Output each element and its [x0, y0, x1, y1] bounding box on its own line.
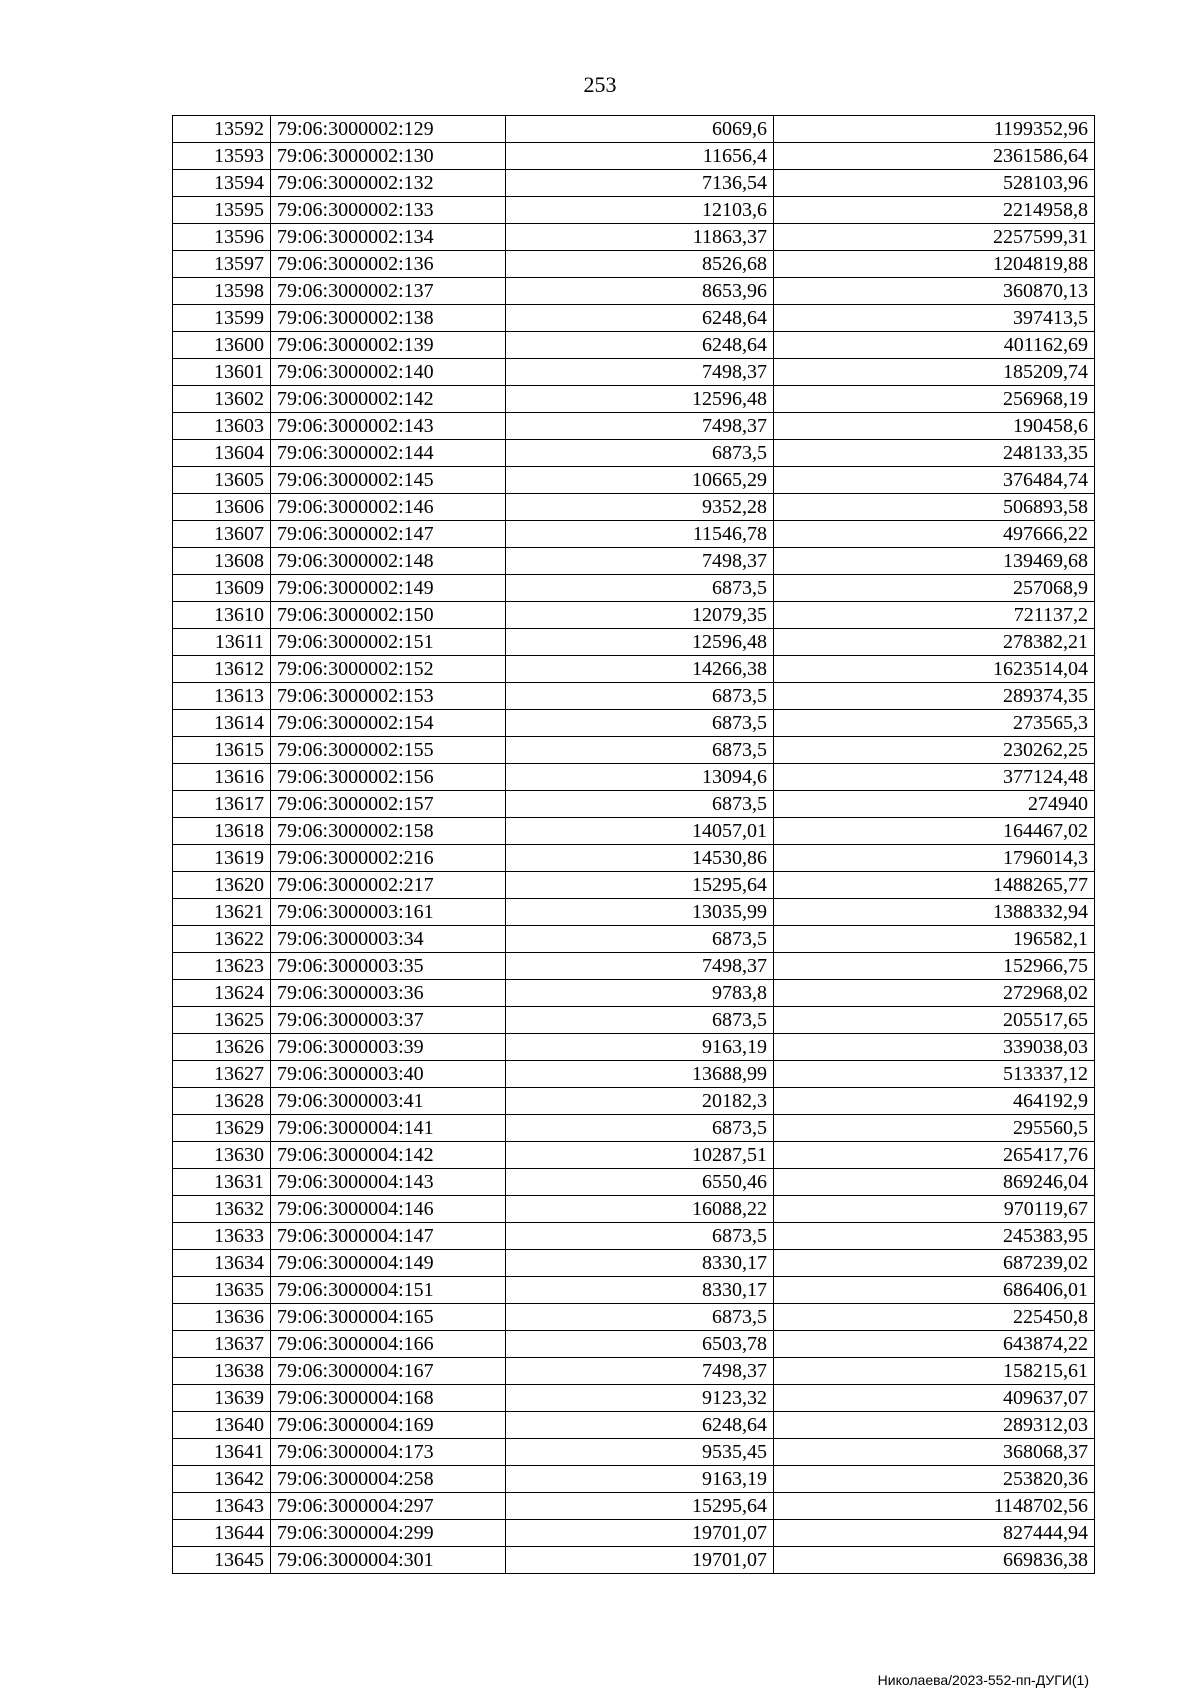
- cadastral-number-cell: 79:06:3000002:158: [271, 818, 506, 845]
- row-number-cell: 13640: [173, 1412, 271, 1439]
- area-value-cell: 9783,8: [506, 980, 774, 1007]
- table-row: [173, 1169, 1095, 1196]
- row-number-cell: 13608: [173, 548, 271, 575]
- area-value-cell: 6873,5: [506, 440, 774, 467]
- cadastral-number-cell: 79:06:3000002:140: [271, 359, 506, 386]
- cost-value-cell: 1488265,77: [774, 872, 1095, 899]
- row-number-cell: 13641: [173, 1439, 271, 1466]
- table-row: [173, 602, 1095, 629]
- cadastral-number-cell: 79:06:3000002:142: [271, 386, 506, 413]
- cadastral-number-cell: 79:06:3000004:166: [271, 1331, 506, 1358]
- table-body: [173, 116, 1095, 1574]
- cadastral-number-cell: 79:06:3000002:138: [271, 305, 506, 332]
- cadastral-number-cell: 79:06:3000002:153: [271, 683, 506, 710]
- cadastral-number-cell: 79:06:3000004:147: [271, 1223, 506, 1250]
- cost-value-cell: 295560,5: [774, 1115, 1095, 1142]
- cost-value-cell: 1199352,96: [774, 116, 1095, 143]
- table-row: [173, 1088, 1095, 1115]
- row-number-cell: 13599: [173, 305, 271, 332]
- row-number-cell: 13627: [173, 1061, 271, 1088]
- row-number-cell: 13634: [173, 1250, 271, 1277]
- table-row: [173, 1385, 1095, 1412]
- area-value-cell: 9163,19: [506, 1034, 774, 1061]
- cost-value-cell: 687239,02: [774, 1250, 1095, 1277]
- cost-value-cell: 721137,2: [774, 602, 1095, 629]
- table-row: [173, 1304, 1095, 1331]
- cost-value-cell: 205517,65: [774, 1007, 1095, 1034]
- table-row: [173, 791, 1095, 818]
- area-value-cell: 6873,5: [506, 926, 774, 953]
- table-row: [173, 332, 1095, 359]
- cost-value-cell: 196582,1: [774, 926, 1095, 953]
- row-number-cell: 13635: [173, 1277, 271, 1304]
- table-row: [173, 575, 1095, 602]
- cost-value-cell: 339038,03: [774, 1034, 1095, 1061]
- row-number-cell: 13614: [173, 710, 271, 737]
- area-value-cell: 6873,5: [506, 683, 774, 710]
- cadastral-number-cell: 79:06:3000003:34: [271, 926, 506, 953]
- cost-value-cell: 164467,02: [774, 818, 1095, 845]
- row-number-cell: 13626: [173, 1034, 271, 1061]
- cadastral-number-cell: 79:06:3000002:132: [271, 170, 506, 197]
- table-row: [173, 872, 1095, 899]
- row-number-cell: 13633: [173, 1223, 271, 1250]
- area-value-cell: 6873,5: [506, 1115, 774, 1142]
- row-number-cell: 13619: [173, 845, 271, 872]
- cost-value-cell: 360870,13: [774, 278, 1095, 305]
- area-value-cell: 6550,46: [506, 1169, 774, 1196]
- area-value-cell: 14530,86: [506, 845, 774, 872]
- cadastral-number-cell: 79:06:3000002:154: [271, 710, 506, 737]
- cadastral-number-cell: 79:06:3000004:299: [271, 1520, 506, 1547]
- row-number-cell: 13636: [173, 1304, 271, 1331]
- cadastral-number-cell: 79:06:3000002:144: [271, 440, 506, 467]
- area-value-cell: 7498,37: [506, 359, 774, 386]
- row-number-cell: 13631: [173, 1169, 271, 1196]
- area-value-cell: 9352,28: [506, 494, 774, 521]
- area-value-cell: 19701,07: [506, 1547, 774, 1574]
- area-value-cell: 11546,78: [506, 521, 774, 548]
- area-value-cell: 7498,37: [506, 953, 774, 980]
- table-row: [173, 1061, 1095, 1088]
- cost-value-cell: 245383,95: [774, 1223, 1095, 1250]
- area-value-cell: 9123,32: [506, 1385, 774, 1412]
- area-value-cell: 6873,5: [506, 575, 774, 602]
- cadastral-number-cell: 79:06:3000002:157: [271, 791, 506, 818]
- cadastral-number-cell: 79:06:3000004:167: [271, 1358, 506, 1385]
- row-number-cell: 13610: [173, 602, 271, 629]
- table-row: [173, 1331, 1095, 1358]
- cost-value-cell: 1204819,88: [774, 251, 1095, 278]
- table-row: [173, 116, 1095, 143]
- area-value-cell: 15295,64: [506, 872, 774, 899]
- area-value-cell: 6873,5: [506, 791, 774, 818]
- cost-value-cell: 401162,69: [774, 332, 1095, 359]
- row-number-cell: 13621: [173, 899, 271, 926]
- row-number-cell: 13601: [173, 359, 271, 386]
- row-number-cell: 13643: [173, 1493, 271, 1520]
- cost-value-cell: 1148702,56: [774, 1493, 1095, 1520]
- cadastral-number-cell: 79:06:3000004:149: [271, 1250, 506, 1277]
- area-value-cell: 6069,6: [506, 116, 774, 143]
- cost-value-cell: 2257599,31: [774, 224, 1095, 251]
- table-row: [173, 440, 1095, 467]
- cost-value-cell: 869246,04: [774, 1169, 1095, 1196]
- cost-value-cell: 397413,5: [774, 305, 1095, 332]
- table-row: [173, 386, 1095, 413]
- area-value-cell: 20182,3: [506, 1088, 774, 1115]
- row-number-cell: 13628: [173, 1088, 271, 1115]
- cost-value-cell: 970119,67: [774, 1196, 1095, 1223]
- cost-value-cell: 289312,03: [774, 1412, 1095, 1439]
- table-row: [173, 305, 1095, 332]
- row-number-cell: 13594: [173, 170, 271, 197]
- cadastral-number-cell: 79:06:3000002:145: [271, 467, 506, 494]
- table-row: [173, 1466, 1095, 1493]
- cadastral-number-cell: 79:06:3000004:146: [271, 1196, 506, 1223]
- row-number-cell: 13617: [173, 791, 271, 818]
- area-value-cell: 12103,6: [506, 197, 774, 224]
- cost-value-cell: 272968,02: [774, 980, 1095, 1007]
- row-number-cell: 13607: [173, 521, 271, 548]
- row-number-cell: 13624: [173, 980, 271, 1007]
- area-value-cell: 6873,5: [506, 1304, 774, 1331]
- row-number-cell: 13620: [173, 872, 271, 899]
- table-row: [173, 1520, 1095, 1547]
- row-number-cell: 13630: [173, 1142, 271, 1169]
- cadastral-number-cell: 79:06:3000003:36: [271, 980, 506, 1007]
- cadastral-number-cell: 79:06:3000002:217: [271, 872, 506, 899]
- area-value-cell: 11656,4: [506, 143, 774, 170]
- table-row: [173, 953, 1095, 980]
- table-row: [173, 764, 1095, 791]
- cost-value-cell: 158215,61: [774, 1358, 1095, 1385]
- table-row: [173, 737, 1095, 764]
- table-row: [173, 548, 1095, 575]
- row-number-cell: 13604: [173, 440, 271, 467]
- table-row: [173, 494, 1095, 521]
- cost-value-cell: 1388332,94: [774, 899, 1095, 926]
- area-value-cell: 7498,37: [506, 1358, 774, 1385]
- area-value-cell: 6248,64: [506, 305, 774, 332]
- table-row: [173, 413, 1095, 440]
- cadastral-number-cell: 79:06:3000003:40: [271, 1061, 506, 1088]
- cost-value-cell: 185209,74: [774, 359, 1095, 386]
- row-number-cell: 13598: [173, 278, 271, 305]
- cadastral-number-cell: 79:06:3000002:136: [271, 251, 506, 278]
- table-row: [173, 1007, 1095, 1034]
- row-number-cell: 13639: [173, 1385, 271, 1412]
- row-number-cell: 13632: [173, 1196, 271, 1223]
- cadastral-number-cell: 79:06:3000002:143: [271, 413, 506, 440]
- cost-value-cell: 225450,8: [774, 1304, 1095, 1331]
- cadastral-number-cell: 79:06:3000002:137: [271, 278, 506, 305]
- row-number-cell: 13618: [173, 818, 271, 845]
- row-number-cell: 13642: [173, 1466, 271, 1493]
- cadastral-number-cell: 79:06:3000002:146: [271, 494, 506, 521]
- cadastral-number-cell: 79:06:3000002:216: [271, 845, 506, 872]
- table-row: [173, 1358, 1095, 1385]
- cost-value-cell: 190458,6: [774, 413, 1095, 440]
- table-row: [173, 359, 1095, 386]
- row-number-cell: 13645: [173, 1547, 271, 1574]
- area-value-cell: 8653,96: [506, 278, 774, 305]
- row-number-cell: 13611: [173, 629, 271, 656]
- cadastral-number-cell: 79:06:3000002:148: [271, 548, 506, 575]
- table-row: [173, 629, 1095, 656]
- row-number-cell: 13600: [173, 332, 271, 359]
- table-row: [173, 278, 1095, 305]
- cost-value-cell: 376484,74: [774, 467, 1095, 494]
- cost-value-cell: 248133,35: [774, 440, 1095, 467]
- area-value-cell: 13035,99: [506, 899, 774, 926]
- cadastral-number-cell: 79:06:3000004:297: [271, 1493, 506, 1520]
- cost-value-cell: 827444,94: [774, 1520, 1095, 1547]
- table-row: [173, 1412, 1095, 1439]
- area-value-cell: 13094,6: [506, 764, 774, 791]
- table-row: [173, 1439, 1095, 1466]
- area-value-cell: 13688,99: [506, 1061, 774, 1088]
- cost-value-cell: 506893,58: [774, 494, 1095, 521]
- area-value-cell: 6248,64: [506, 332, 774, 359]
- cost-value-cell: 368068,37: [774, 1439, 1095, 1466]
- table-row: [173, 1223, 1095, 1250]
- table-row: [173, 710, 1095, 737]
- table-row: [173, 197, 1095, 224]
- row-number-cell: 13595: [173, 197, 271, 224]
- cost-value-cell: 686406,01: [774, 1277, 1095, 1304]
- cadastral-number-cell: 79:06:3000004:301: [271, 1547, 506, 1574]
- area-value-cell: 9535,45: [506, 1439, 774, 1466]
- area-value-cell: 14057,01: [506, 818, 774, 845]
- cadastral-table: [172, 115, 1095, 1574]
- area-value-cell: 16088,22: [506, 1196, 774, 1223]
- row-number-cell: 13602: [173, 386, 271, 413]
- cadastral-number-cell: 79:06:3000003:41: [271, 1088, 506, 1115]
- cadastral-number-cell: 79:06:3000002:156: [271, 764, 506, 791]
- cost-value-cell: 139469,68: [774, 548, 1095, 575]
- cost-value-cell: 230262,25: [774, 737, 1095, 764]
- table-row: [173, 845, 1095, 872]
- table-row: [173, 1196, 1095, 1223]
- cadastral-number-cell: 79:06:3000004:258: [271, 1466, 506, 1493]
- cost-value-cell: 152966,75: [774, 953, 1095, 980]
- row-number-cell: 13603: [173, 413, 271, 440]
- area-value-cell: 14266,38: [506, 656, 774, 683]
- row-number-cell: 13592: [173, 116, 271, 143]
- row-number-cell: 13637: [173, 1331, 271, 1358]
- row-number-cell: 13625: [173, 1007, 271, 1034]
- row-number-cell: 13593: [173, 143, 271, 170]
- area-value-cell: 9163,19: [506, 1466, 774, 1493]
- cadastral-number-cell: 79:06:3000004:142: [271, 1142, 506, 1169]
- area-value-cell: 10665,29: [506, 467, 774, 494]
- table-row: [173, 1493, 1095, 1520]
- cadastral-number-cell: 79:06:3000004:173: [271, 1439, 506, 1466]
- cadastral-number-cell: 79:06:3000002:129: [271, 116, 506, 143]
- row-number-cell: 13596: [173, 224, 271, 251]
- area-value-cell: 6873,5: [506, 1007, 774, 1034]
- row-number-cell: 13597: [173, 251, 271, 278]
- row-number-cell: 13616: [173, 764, 271, 791]
- area-value-cell: 15295,64: [506, 1493, 774, 1520]
- area-value-cell: 8526,68: [506, 251, 774, 278]
- area-value-cell: 19701,07: [506, 1520, 774, 1547]
- cost-value-cell: 2361586,64: [774, 143, 1095, 170]
- table-row: [173, 467, 1095, 494]
- cadastral-number-cell: 79:06:3000002:139: [271, 332, 506, 359]
- cadastral-number-cell: 79:06:3000002:147: [271, 521, 506, 548]
- cost-value-cell: 1623514,04: [774, 656, 1095, 683]
- cadastral-number-cell: 79:06:3000002:134: [271, 224, 506, 251]
- area-value-cell: 8330,17: [506, 1277, 774, 1304]
- row-number-cell: 13606: [173, 494, 271, 521]
- cadastral-number-cell: 79:06:3000002:150: [271, 602, 506, 629]
- table-row: [173, 1547, 1095, 1574]
- table-row: [173, 224, 1095, 251]
- row-number-cell: 13605: [173, 467, 271, 494]
- row-number-cell: 13638: [173, 1358, 271, 1385]
- table-row: [173, 1250, 1095, 1277]
- cadastral-number-cell: 79:06:3000004:168: [271, 1385, 506, 1412]
- cadastral-number-cell: 79:06:3000004:165: [271, 1304, 506, 1331]
- cadastral-number-cell: 79:06:3000002:133: [271, 197, 506, 224]
- cadastral-number-cell: 79:06:3000004:169: [271, 1412, 506, 1439]
- cost-value-cell: 528103,96: [774, 170, 1095, 197]
- cadastral-number-cell: 79:06:3000003:37: [271, 1007, 506, 1034]
- area-value-cell: 6248,64: [506, 1412, 774, 1439]
- cadastral-number-cell: 79:06:3000002:149: [271, 575, 506, 602]
- cadastral-number-cell: 79:06:3000003:39: [271, 1034, 506, 1061]
- row-number-cell: 13613: [173, 683, 271, 710]
- cost-value-cell: 289374,35: [774, 683, 1095, 710]
- cost-value-cell: 257068,9: [774, 575, 1095, 602]
- table-row: [173, 1277, 1095, 1304]
- cost-value-cell: 377124,48: [774, 764, 1095, 791]
- cost-value-cell: 513337,12: [774, 1061, 1095, 1088]
- row-number-cell: 13623: [173, 953, 271, 980]
- cadastral-number-cell: 79:06:3000002:152: [271, 656, 506, 683]
- cadastral-number-cell: 79:06:3000004:143: [271, 1169, 506, 1196]
- cost-value-cell: 278382,21: [774, 629, 1095, 656]
- area-value-cell: 8330,17: [506, 1250, 774, 1277]
- area-value-cell: 12596,48: [506, 629, 774, 656]
- cost-value-cell: 643874,22: [774, 1331, 1095, 1358]
- table-row: [173, 1115, 1095, 1142]
- cost-value-cell: 409637,07: [774, 1385, 1095, 1412]
- cadastral-number-cell: 79:06:3000002:155: [271, 737, 506, 764]
- page-number: 253: [583, 72, 617, 97]
- row-number-cell: 13629: [173, 1115, 271, 1142]
- table-row: [173, 1142, 1095, 1169]
- cost-value-cell: 1796014,3: [774, 845, 1095, 872]
- cadastral-number-cell: 79:06:3000003:35: [271, 953, 506, 980]
- area-value-cell: 7498,37: [506, 548, 774, 575]
- table-row: [173, 926, 1095, 953]
- area-value-cell: 11863,37: [506, 224, 774, 251]
- area-value-cell: 12596,48: [506, 386, 774, 413]
- table-row: [173, 818, 1095, 845]
- cost-value-cell: 273565,3: [774, 710, 1095, 737]
- area-value-cell: 6873,5: [506, 737, 774, 764]
- table-row: [173, 251, 1095, 278]
- table-row: [173, 656, 1095, 683]
- cadastral-number-cell: 79:06:3000004:141: [271, 1115, 506, 1142]
- cadastral-number-cell: 79:06:3000004:151: [271, 1277, 506, 1304]
- cost-value-cell: 669836,38: [774, 1547, 1095, 1574]
- area-value-cell: 12079,35: [506, 602, 774, 629]
- area-value-cell: 6873,5: [506, 710, 774, 737]
- table-row: [173, 143, 1095, 170]
- area-value-cell: 6873,5: [506, 1223, 774, 1250]
- table-row: [173, 980, 1095, 1007]
- row-number-cell: 13609: [173, 575, 271, 602]
- table-row: [173, 521, 1095, 548]
- row-number-cell: 13615: [173, 737, 271, 764]
- cadastral-number-cell: 79:06:3000002:130: [271, 143, 506, 170]
- area-value-cell: 7136,54: [506, 170, 774, 197]
- table-row: [173, 899, 1095, 926]
- cost-value-cell: 253820,36: [774, 1466, 1095, 1493]
- table-row: [173, 1034, 1095, 1061]
- area-value-cell: 10287,51: [506, 1142, 774, 1169]
- cadastral-number-cell: 79:06:3000002:151: [271, 629, 506, 656]
- cost-value-cell: 265417,76: [774, 1142, 1095, 1169]
- cost-value-cell: 464192,9: [774, 1088, 1095, 1115]
- table-row: [173, 683, 1095, 710]
- row-number-cell: 13644: [173, 1520, 271, 1547]
- cost-value-cell: 497666,22: [774, 521, 1095, 548]
- cost-value-cell: 256968,19: [774, 386, 1095, 413]
- row-number-cell: 13612: [173, 656, 271, 683]
- document-footer: Николаева/2023-552-пп-ДУГИ(1): [877, 1672, 1089, 1688]
- cost-value-cell: 274940: [774, 791, 1095, 818]
- table-row: [173, 170, 1095, 197]
- cadastral-number-cell: 79:06:3000003:161: [271, 899, 506, 926]
- area-value-cell: 7498,37: [506, 413, 774, 440]
- area-value-cell: 6503,78: [506, 1331, 774, 1358]
- cost-value-cell: 2214958,8: [774, 197, 1095, 224]
- row-number-cell: 13622: [173, 926, 271, 953]
